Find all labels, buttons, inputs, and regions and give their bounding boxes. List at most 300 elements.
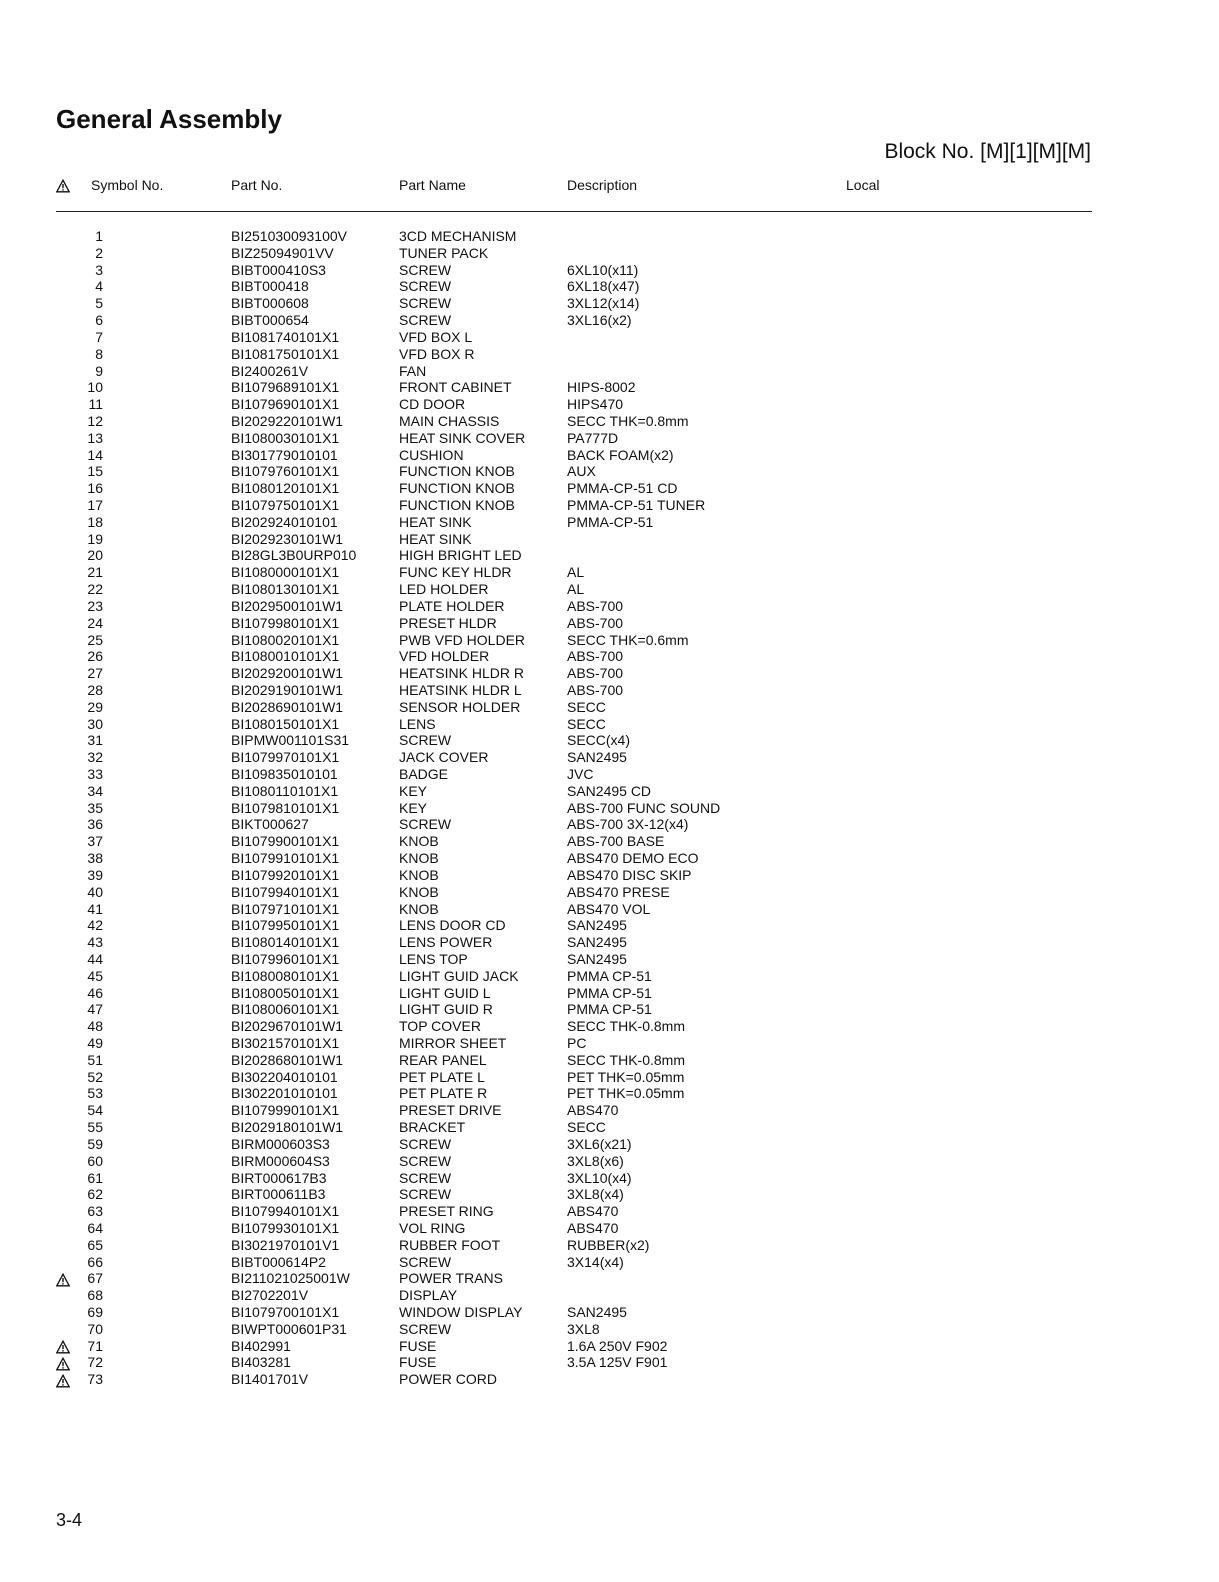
part-no: BI1079980101X1 [231,614,340,631]
table-row [56,1254,1092,1271]
description: 3XL6(x21) [567,1135,632,1152]
part-no: BI2029500101W1 [231,597,344,614]
description: ABS470 VOL [567,900,651,917]
part-no: BI1079990101X1 [231,1102,340,1119]
table-row [56,531,1092,548]
table-row [56,1338,1092,1355]
symbol-no: 12 [87,412,103,429]
part-name: FUSE [399,1354,437,1371]
table-row [56,1237,1092,1254]
symbol-no: 31 [87,732,103,749]
part-name: LIGHT GUID L [399,984,491,1001]
table-row [56,917,1092,934]
part-no: BI3021570101X1 [231,1035,340,1051]
description: 1.6A 250V F902 [567,1337,668,1354]
column-header-part-no: Part No. [231,177,283,193]
part-no: BI28GL3B0URP010 [231,547,357,564]
page-number: 3-4 [56,1510,83,1530]
description: ABS470 DEMO ECO [567,850,699,867]
table-row [56,1052,1092,1069]
header-divider [56,211,1092,212]
description: ABS-700 [567,614,624,631]
symbol-no: 6 [95,312,103,329]
column-header-symbol: Symbol No. [91,177,164,193]
part-name: SCREW [399,732,452,749]
part-name: LENS POWER [399,934,493,951]
description: BACK FOAM(x2) [567,446,674,463]
symbol-no: 65 [87,1236,103,1253]
symbol-no: 4 [95,278,103,295]
symbol-no: 59 [87,1135,103,1152]
symbol-no: 18 [87,513,103,530]
symbol-no: 44 [87,950,103,967]
part-name: MIRROR SHEET [399,1035,507,1051]
description: 3.5A 125V F901 [567,1354,668,1371]
part-no: BI1079940101X1 [231,1203,340,1220]
caution-triangle-icon [56,1354,74,1371]
part-name: SCREW [399,1135,452,1152]
part-name: PRESET RING [399,1203,494,1220]
description: ABS-700 BASE [567,833,665,850]
part-no: BI1080130101X1 [231,581,340,598]
symbol-no: 60 [87,1152,103,1169]
part-name: SCREW [399,295,452,312]
symbol-no: 37 [87,833,103,850]
symbol-no: 29 [87,698,103,715]
description: PMMA-CP-51 [567,513,654,530]
table-row [56,497,1092,514]
part-name: LED HOLDER [399,581,489,598]
part-name: MAIN CHASSIS [399,412,500,429]
part-no: BI2029220101W1 [231,412,344,429]
symbol-no: 3 [95,261,103,278]
symbol-no: 33 [87,766,103,782]
part-name: TUNER PACK [399,244,489,261]
description: JVC [567,766,594,782]
table-row [56,581,1092,598]
part-name: LENS [399,715,436,732]
symbol-no: 8 [95,345,103,362]
block-number: Block No. [M][1][M][M] [884,140,1091,163]
caution-triangle-icon [56,1270,74,1287]
part-no: BI2029200101W1 [231,665,344,682]
symbol-no: 66 [87,1253,103,1270]
part-name: KEY [399,782,428,799]
description: PMMA CP-51 [567,1001,652,1018]
part-no: BI1079900101X1 [231,833,340,850]
symbol-no: 19 [87,530,103,547]
symbol-no: 11 [88,396,103,413]
part-name: PET PLATE R [399,1085,488,1102]
symbol-no: 46 [87,984,103,1001]
part-name: LIGHT GUID R [399,1001,493,1018]
symbol-no: 16 [87,480,103,497]
part-no: BI1080140101X1 [231,934,340,951]
part-name: PET PLATE L [399,1068,485,1085]
description: ABS470 [567,1219,619,1236]
table-row [56,1304,1092,1321]
part-name: HEAT SINK [399,530,472,547]
symbol-no: 2 [95,244,103,261]
symbol-no: 26 [87,648,103,665]
symbol-no: 21 [87,564,103,581]
description: SECC THK-0.8mm [567,1018,685,1035]
description: SECC THK-0.8mm [567,1051,685,1068]
part-name: FUNCTION KNOB [399,480,515,497]
description: SAN2495 [567,950,627,967]
part-name: PWB VFD HOLDER [399,631,526,648]
part-name: SCREW [399,312,452,329]
part-no: BI1079750101X1 [231,497,340,513]
part-no: BI2702201V [231,1287,309,1304]
table-row [56,312,1092,329]
table-row [56,665,1092,682]
part-name: POWER TRANS [399,1270,503,1287]
part-no: BI1079700101X1 [231,1304,340,1320]
table-row [56,547,1092,564]
symbol-no: 70 [87,1320,103,1337]
table-row [56,699,1092,716]
table-row [56,379,1092,396]
part-no: BIRM000603S3 [231,1135,330,1152]
symbol-no: 69 [87,1304,103,1320]
table-row [56,1136,1092,1153]
part-name: SCREW [399,1152,452,1169]
table-header [56,177,1092,197]
table-row [56,413,1092,430]
part-no: BIPMW001101S31 [231,732,350,749]
part-no: BI1079940101X1 [231,883,340,900]
symbol-no: 47 [87,1001,103,1018]
part-no: BIRM000604S3 [231,1152,330,1169]
part-name: BADGE [399,766,449,782]
table-row [56,1085,1092,1102]
part-no: BI2400261V [231,362,309,379]
part-no: BIRT000617B3 [231,1169,327,1186]
description: SECC THK=0.8mm [567,412,689,429]
part-name: VFD HOLDER [399,648,490,665]
part-no: BI402991 [231,1337,291,1354]
part-name: RUBBER FOOT [399,1236,501,1253]
part-name: SCREW [399,1253,452,1270]
description: ABS-700 [567,648,624,665]
table-row [56,1069,1092,1086]
symbol-no: 10 [87,379,103,396]
symbol-no: 51 [87,1051,103,1068]
description: ABS470 DISC SKIP [567,866,692,883]
table-row [56,1018,1092,1035]
description: RUBBER(x2) [567,1236,650,1253]
symbol-no: 1 [95,228,103,244]
part-no: BI202924010101 [231,513,338,530]
part-no: BIRT000611B3 [231,1186,326,1203]
table-row [56,716,1092,733]
part-no: BI3021970101V1 [231,1236,340,1253]
symbol-no: 32 [87,749,103,766]
part-no: BI1079930101X1 [231,1219,340,1236]
symbol-no: 7 [95,328,103,345]
description: ABS-700 [567,597,624,614]
description: SAN2495 [567,917,627,934]
part-no: BI1079710101X1 [231,900,340,917]
table-row [56,396,1092,413]
description: ABS-700 3X-12(x4) [567,816,689,833]
symbol-no: 68 [87,1287,103,1304]
part-name: CD DOOR [399,396,466,413]
part-no: BI2028690101W1 [231,698,344,715]
part-name: KNOB [399,833,439,850]
part-name: HIGH BRIGHT LED [399,547,522,564]
part-name: 3CD MECHANISM [399,228,517,244]
column-header-local: Local [846,177,880,193]
part-no: BIWPT000601P31 [231,1320,347,1337]
part-name: FUSE [399,1337,437,1354]
part-no: BI1080150101X1 [231,715,340,732]
symbol-no: 54 [87,1102,103,1119]
part-no: BI1080080101X1 [231,967,340,984]
part-no: BIBT000654 [231,312,309,329]
table-row [56,1001,1092,1018]
part-name: REAR PANEL [399,1051,487,1068]
table-row [56,329,1092,346]
symbol-no: 23 [87,597,103,614]
part-name: CUSHION [399,446,464,463]
part-no: BI2029190101W1 [231,681,344,698]
part-name: DISPLAY [399,1287,458,1304]
table-row [56,1102,1092,1119]
part-no: BI1080000101X1 [231,564,340,581]
part-name: SENSOR HOLDER [399,698,521,715]
part-no: BI403281 [231,1354,291,1371]
description: SECC(x4) [567,732,631,749]
table-row [56,1203,1092,1220]
description: SECC [567,715,606,732]
part-no: BIZ25094901VV [231,244,334,261]
part-no: BI1079970101X1 [231,749,340,766]
description: 3X14(x4) [567,1253,624,1270]
part-name: SCREW [399,261,452,278]
description: HIPS-8002 [567,379,636,396]
caution-triangle-icon [56,1371,74,1388]
table-row [56,1270,1092,1287]
part-no: BI1079960101X1 [231,950,340,967]
part-name: PLATE HOLDER [399,597,505,614]
symbol-no: 5 [95,295,103,312]
table-row [56,816,1092,833]
part-name: KEY [399,799,428,816]
symbol-no: 63 [87,1203,103,1220]
symbol-no: 9 [95,362,103,379]
table-row [56,262,1092,279]
description: AL [567,564,585,581]
part-name: HEATSINK HLDR L [399,681,522,698]
part-no: BI1081750101X1 [231,345,340,362]
symbol-no: 30 [87,715,103,732]
description: PC [567,1035,587,1051]
part-name: LIGHT GUID JACK [399,967,519,984]
caution-triangle-icon [56,1338,74,1355]
part-name: SCREW [399,278,452,295]
description: ABS-700 FUNC SOUND [567,799,721,816]
table-row [56,295,1092,312]
symbol-no: 49 [87,1035,103,1051]
description: 3XL8 [567,1320,600,1337]
symbol-no: 20 [87,547,103,564]
description: AL [567,581,585,598]
part-no: BIBT000608 [231,295,309,312]
symbol-no: 22 [87,581,103,598]
table-row [56,749,1092,766]
symbol-no: 62 [87,1186,103,1203]
description: 6XL10(x11) [567,261,639,278]
part-name: FUNCTION KNOB [399,497,515,513]
table-row [56,951,1092,968]
symbol-no: 36 [87,816,103,833]
symbol-no: 39 [87,866,103,883]
table-row [56,766,1092,783]
description: PA777D [567,429,619,446]
description: PMMA CP-51 [567,967,652,984]
part-no: BIBT000418 [231,278,309,295]
part-no: BI2029670101W1 [231,1018,344,1035]
part-name: PRESET HLDR [399,614,497,631]
page-title: General Assembly [56,104,282,134]
symbol-no: 42 [87,917,103,934]
table-row [56,783,1092,800]
part-no: BI109835010101 [231,766,338,782]
table-row [56,1321,1092,1338]
table-row [56,800,1092,817]
part-no: BI2028680101W1 [231,1051,344,1068]
part-no: BI1080050101X1 [231,984,340,1001]
table-row [56,245,1092,262]
part-no: BI1079690101X1 [231,396,340,413]
table-row [56,732,1092,749]
table-row [56,1153,1092,1170]
part-no: BI1079760101X1 [231,463,340,480]
part-no: BI1080110101X1 [231,782,339,799]
part-no: BIBT000410S3 [231,261,326,278]
part-no: BI1079910101X1 [231,850,340,867]
symbol-no: 28 [87,681,103,698]
table-row [56,514,1092,531]
table-row [56,346,1092,363]
description: SECC [567,698,606,715]
description: 3XL8(x6) [567,1152,624,1169]
part-no: BIBT000614P2 [231,1253,326,1270]
symbol-no: 25 [87,631,103,648]
part-no: BI1080010101X1 [231,648,340,665]
description: ABS470 [567,1203,619,1220]
part-name: FUNCTION KNOB [399,463,515,480]
table-row [56,1371,1092,1388]
part-name: VOL RING [399,1219,466,1236]
symbol-no: 52 [87,1068,103,1085]
part-name: KNOB [399,900,439,917]
part-name: PRESET DRIVE [399,1102,502,1119]
description: SAN2495 [567,934,627,951]
part-name: TOP COVER [399,1018,481,1035]
symbol-no: 43 [87,934,103,951]
table-row [56,480,1092,497]
symbol-no: 27 [87,665,103,682]
table-row [56,934,1092,951]
part-no: BI1081740101X1 [231,328,340,345]
description: PMMA CP-51 [567,984,652,1001]
table-row [56,648,1092,665]
parts-list [56,228,1092,1388]
column-header-description: Description [567,177,638,193]
symbol-no: 17 [87,497,103,513]
symbol-no: 24 [87,614,103,631]
part-no: BI1079689101X1 [231,379,340,396]
description: ABS-700 [567,665,624,682]
table-row [56,1354,1092,1371]
part-no: BI1079810101X1 [231,799,340,816]
description: HIPS470 [567,396,624,413]
part-no: BI301779010101 [231,446,338,463]
description: 3XL12(x14) [567,295,640,312]
symbol-no: 34 [87,782,103,799]
part-no: BI302204010101 [231,1068,338,1085]
symbol-no: 35 [87,799,103,816]
table-row [56,632,1092,649]
table-row [56,1170,1092,1187]
part-no: BI251030093100V [231,228,347,244]
part-no: BI1080030101X1 [231,429,340,446]
description: SECC [567,1119,606,1136]
part-no: BI1401701V [231,1371,309,1388]
description: PMMA-CP-51 TUNER [567,497,706,513]
part-name: HEAT SINK COVER [399,429,526,446]
table-row [56,1220,1092,1237]
part-name: HEAT SINK [399,513,472,530]
part-name: BRACKET [399,1119,466,1136]
part-name: LENS DOOR CD [399,917,506,934]
table-row [56,278,1092,295]
table-row [56,615,1092,632]
table-row [56,850,1092,867]
part-no: BI1080020101X1 [231,631,340,648]
part-name: KNOB [399,883,439,900]
description: ABS470 [567,1102,619,1119]
symbol-no: 14 [87,446,103,463]
description: ABS-700 [567,681,624,698]
caution-triangle-icon [56,177,74,193]
table-row [56,598,1092,615]
part-no: BI211021025001W [231,1270,350,1287]
column-header-part-name: Part Name [399,177,466,193]
table-row [56,1119,1092,1136]
description: 3XL8(x4) [567,1186,624,1203]
symbol-no: 45 [87,967,103,984]
symbol-no: 61 [87,1169,103,1186]
part-no: BI2029180101W1 [231,1119,344,1136]
table-row [56,430,1092,447]
symbol-no: 41 [87,900,103,917]
part-no: BI1079950101X1 [231,917,340,934]
table-row [56,463,1092,480]
table-row [56,867,1092,884]
part-no: BI2029230101W1 [231,530,344,547]
description: PET THK=0.05mm [567,1085,685,1102]
table-row [56,682,1092,699]
table-row [56,901,1092,918]
description: ABS470 PRESE [567,883,670,900]
symbol-no: 15 [87,463,103,480]
description: PMMA-CP-51 CD [567,480,678,497]
part-no: BI1080060101X1 [231,1001,340,1018]
